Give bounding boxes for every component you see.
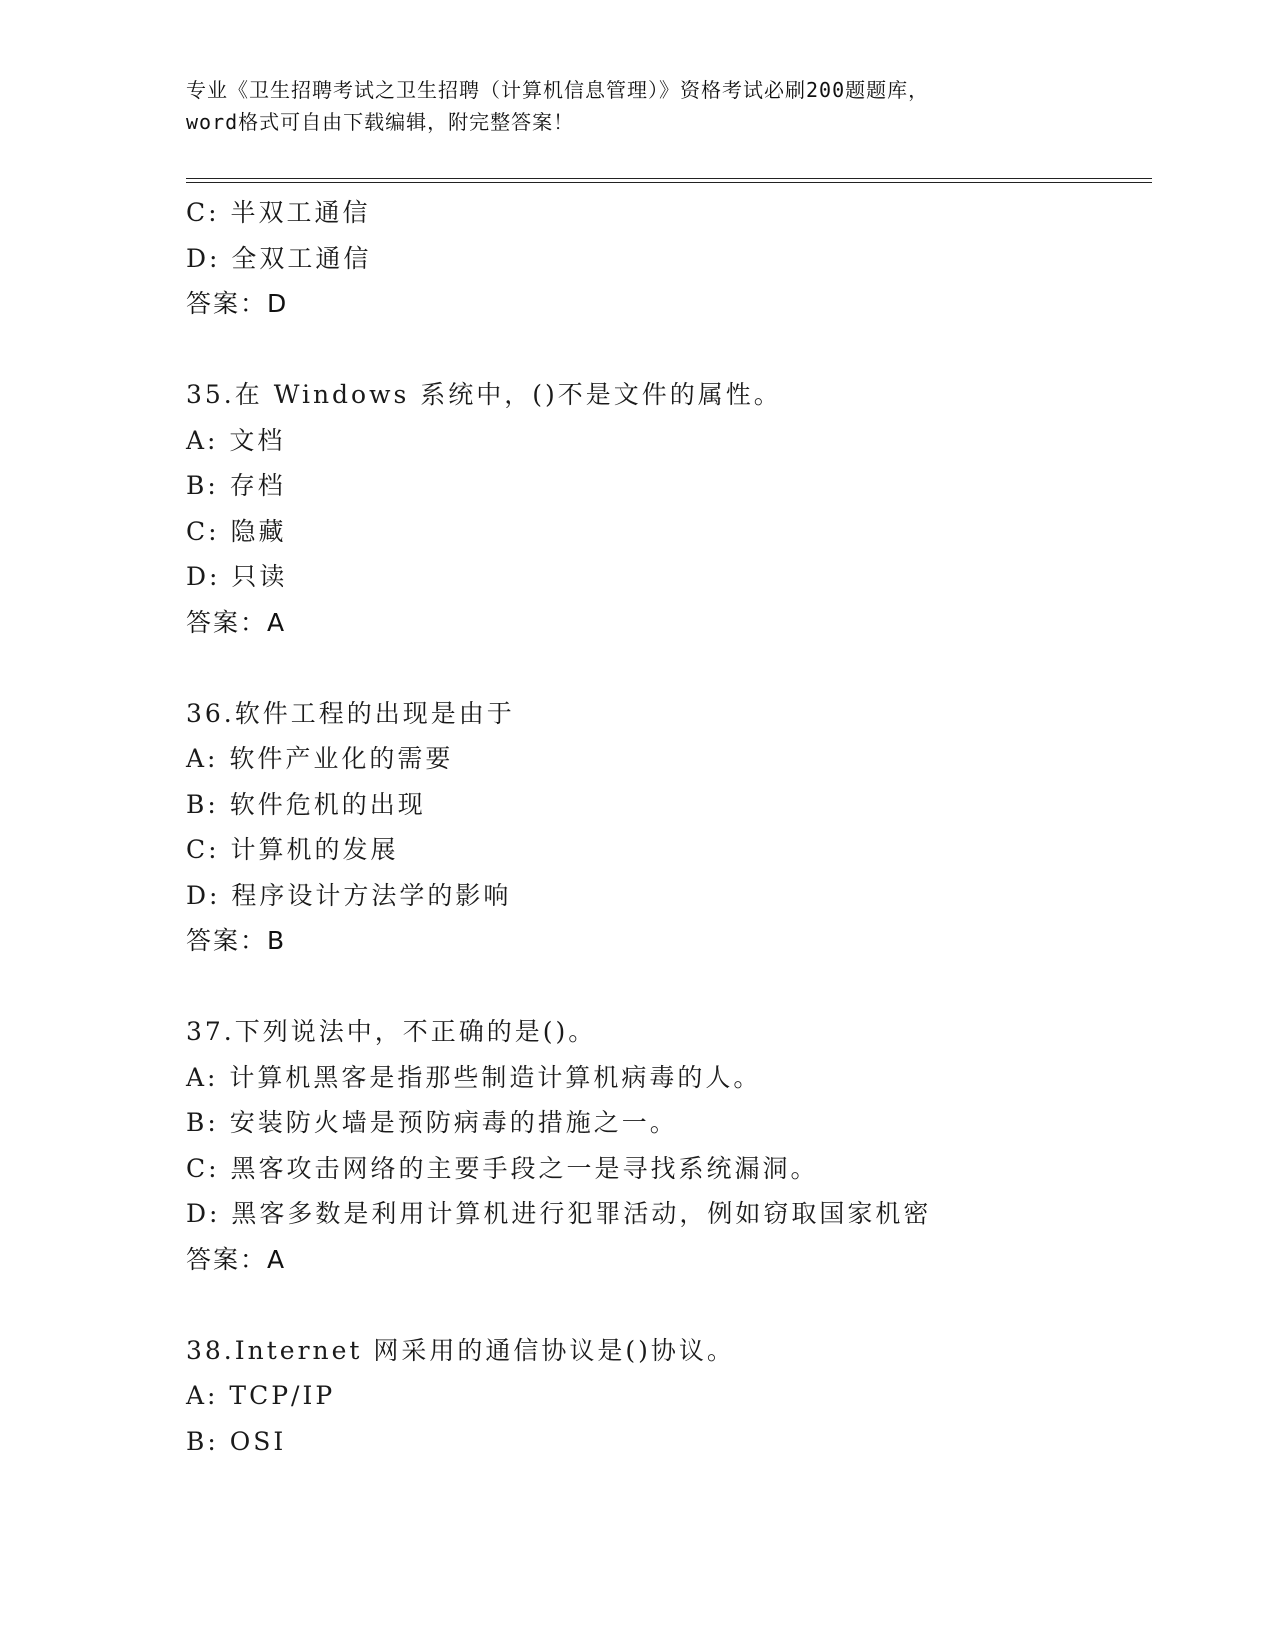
question-spacer (186, 1282, 1146, 1328)
question-36 (186, 691, 1146, 964)
header-title-line-2: word格式可自由下载编辑，附完整答案！ (186, 110, 575, 134)
option-c: C: 隐藏 (186, 516, 287, 546)
question-spacer (186, 964, 1146, 1010)
option-d: D: 程序设计方法学的影响 (186, 880, 512, 910)
option-b: B: 软件危机的出现 (186, 789, 426, 819)
header-divider-bottom (186, 182, 1152, 183)
document-header (186, 74, 1086, 138)
answer-line: 答案：B (186, 926, 287, 955)
option-a: A: 软件产业化的需要 (186, 744, 454, 773)
question-spacer (186, 327, 1146, 373)
question-stem: 37.下列说法中，不正确的是()。 (186, 1017, 597, 1046)
option-c: C: 计算机的发展 (186, 835, 399, 864)
option-b: B: 存档 (186, 471, 286, 500)
option-b: B: OSI (186, 1426, 287, 1456)
question-stem: 36.软件工程的出现是由于 (186, 698, 515, 728)
header-divider-top (186, 178, 1152, 179)
option-c: C: 黑客攻击网络的主要手段之一是寻找系统漏洞。 (186, 1153, 819, 1183)
option-b: B: 安装防火墙是预防病毒的措施之一。 (186, 1108, 678, 1137)
option-a: A: 计算机黑客是指那些制造计算机病毒的人。 (186, 1062, 762, 1092)
answer-line: 答案：A (186, 1244, 287, 1274)
question-38 (186, 1328, 1146, 1465)
question-34-fragment (186, 190, 1146, 327)
answer-line: 答案：A (186, 607, 287, 637)
question-list (186, 190, 1146, 1464)
option-a: A: 文档 (186, 425, 286, 455)
question-35 (186, 372, 1146, 645)
option-d: D: 只读 (186, 562, 288, 591)
option-d: D: 全双工通信 (186, 243, 372, 273)
answer-line: 答案：D (186, 289, 289, 318)
header-title-line-1: 专业《卫生招聘考试之卫生招聘（计算机信息管理）》资格考试必刷200题题库， (186, 78, 930, 102)
question-spacer (186, 645, 1146, 691)
option-c: C: 半双工通信 (186, 198, 371, 227)
option-a: A: TCP/IP (186, 1381, 336, 1410)
option-d: D: 黑客多数是利用计算机进行犯罪活动，例如窃取国家机密 (186, 1199, 932, 1228)
question-stem: 35.在 Windows 系统中，()不是文件的属性。 (186, 380, 782, 409)
question-stem: 38.Internet 网采用的通信协议是()协议。 (186, 1335, 735, 1365)
question-37 (186, 1009, 1146, 1282)
